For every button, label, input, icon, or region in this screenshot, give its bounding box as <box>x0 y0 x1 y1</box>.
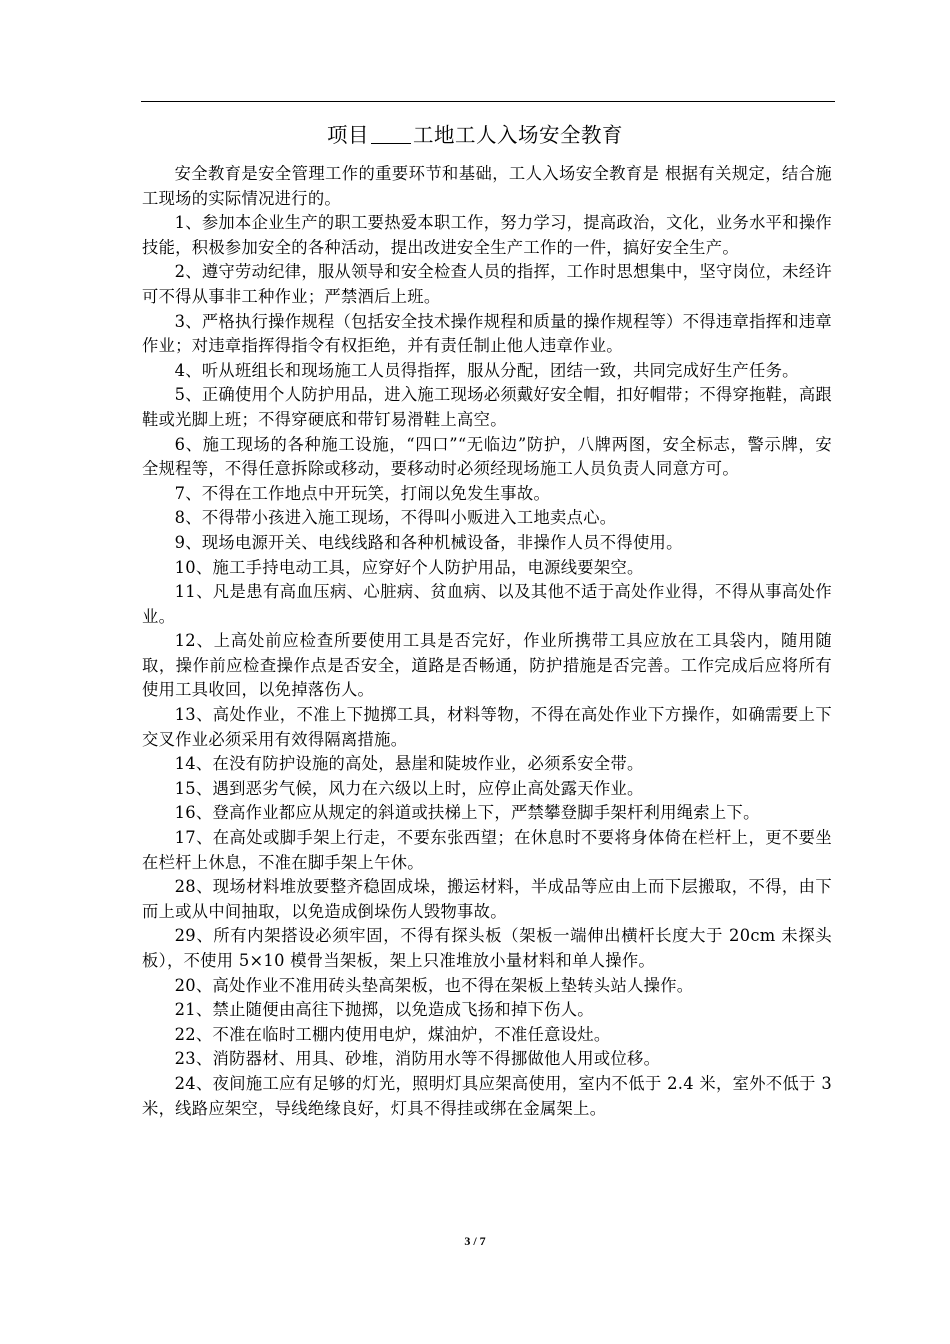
rule-paragraph: 11、凡是患有高血压病、心脏病、贫血病、以及其他不适于高处作业得，不得从事高处作业。 <box>142 582 832 626</box>
document-body <box>142 162 832 1121</box>
rule-paragraph: 12、上高处前应检查所要使用工具是否完好，作业所携带工具应放在工具袋内，随用随取，操作前应检查操作点是否安全，道路是否畅通，防护措施是否完善。工作完成后应将所有使用工具收回，以免掉落伤人。 <box>142 631 832 700</box>
rule-paragraph: 8、不得带小孩进入施工现场，不得叫小贩进入工地卖点心。 <box>174 508 617 528</box>
rule-paragraph: 17、在高处或脚手架上行走，不要东张西望；在休息时不要将身体倚在栏杆上，更不要坐在栏杆上休息，不准在脚手架上午休。 <box>142 828 832 872</box>
rule-paragraph: 20、高处作业不准用砖头垫高架板，也不得在架板上垫转头站人操作。 <box>174 975 694 995</box>
rule-paragraph: 23、消防器材、用具、砂堆，消防用水等不得挪做他人用或位移。 <box>174 1049 661 1069</box>
rule-paragraph: 7、不得在工作地点中开玩笑，打闹以免发生事故。 <box>174 483 551 503</box>
rule-paragraph: 14、在没有防护设施的高处，悬崖和陡坡作业，必须系安全带。 <box>174 754 644 774</box>
page-number: 3 / 7 <box>464 1234 486 1248</box>
rule-paragraph: 10、施工手持电动工具，应穿好个人防护用品，电源线要架空。 <box>174 557 644 577</box>
rule-paragraph: 16、登高作业都应从规定的斜道或扶梯上下，严禁攀登脚手架杆利用绳索上下。 <box>174 803 760 823</box>
rule-paragraph: 3、严格执行操作规程（包括安全技术操作规程和质量的操作规程等）不得违章指挥和违章作业；对违章指挥得指令有权拒绝，并有责任制止他人违章作业。 <box>142 311 832 356</box>
rule-paragraph: 5、正确使用个人防护用品，进入施工现场必须戴好安全帽，扣好帽带；不得穿拖鞋，高跟鞋或光脚上班；不得穿硬底和带钉易滑鞋上高空。 <box>142 385 832 429</box>
rule-paragraph: 21、禁止随便由高往下抛掷，以免造成飞扬和掉下伤人。 <box>174 1000 594 1020</box>
rule-paragraph: 1、参加本企业生产的职工要热爱本职工作，努力学习，提高政治，文化，业务水平和操作技能，积极参加安全的各种活动，提出改进安全生产工作的一件，搞好安全生产。 <box>142 213 832 257</box>
intro-paragraph: 安全教育是安全管理工作的重要环节和基础，工人入场安全教育是 根据有关规定，结合施工现场的实际情况进行的。 <box>142 164 832 208</box>
rule-paragraph: 6、施工现场的各种施工设施，“四口”“无临边”防护，八牌两图，安全标志，警示牌，安全规程等，不得任意拆除或移动，要移动时必须经现场施工人员负责人同意方可。 <box>142 434 832 479</box>
rule-paragraph: 28、现场材料堆放要整齐稳固成垛，搬运材料，半成品等应由上而下层搬取，不得，由下而上或从中间抽取，以免造成倒垛伤人毁物事故。 <box>142 877 832 921</box>
rule-paragraph: 15、遇到恶劣气候，风力在六级以上时，应停止高处露天作业。 <box>174 778 644 798</box>
header-rule <box>141 101 835 102</box>
rule-paragraph: 2、遵守劳动纪律，服从领导和安全检查人员的指挥，工作时思想集中，坚守岗位，未经许可不得从事非工种作业；严禁酒后上班。 <box>142 262 832 306</box>
document-title <box>0 120 950 150</box>
rule-paragraph: 29、所有内架搭设必须牢固，不得有探头板（架板一端伸出横杆长度大于 20cm 未探头板），不使用 5×10 模骨当架板，架上只准堆放小量材料和单人操作。 <box>142 926 832 970</box>
title-blank-underline <box>371 121 411 144</box>
title-prefix: 项目 <box>327 123 369 147</box>
rule-paragraph: 9、现场电源开关、电线线路和各种机械设备，非操作人员不得使用。 <box>174 532 683 552</box>
rule-paragraph: 24、夜间施工应有足够的灯光，照明灯具应架高使用，室内不低于 2.4 米，室外不低于 3 米，线路应架空，导线绝缘良好，灯具不得挂或绑在金属架上。 <box>142 1073 832 1118</box>
rule-paragraph: 4、听从班组长和现场施工人员得指挥，服从分配，团结一致，共同完成好生产任务。 <box>174 360 799 380</box>
rule-paragraph: 13、高处作业，不准上下抛掷工具，材料等物，不得在高处作业下方操作，如确需要上下交叉作业必须采用有效得隔离措施。 <box>142 705 832 749</box>
rule-paragraph: 22、不准在临时工棚内使用电炉，煤油炉，不准任意设灶。 <box>174 1024 611 1044</box>
title-main: 工地工人入场安全教育 <box>413 123 623 147</box>
